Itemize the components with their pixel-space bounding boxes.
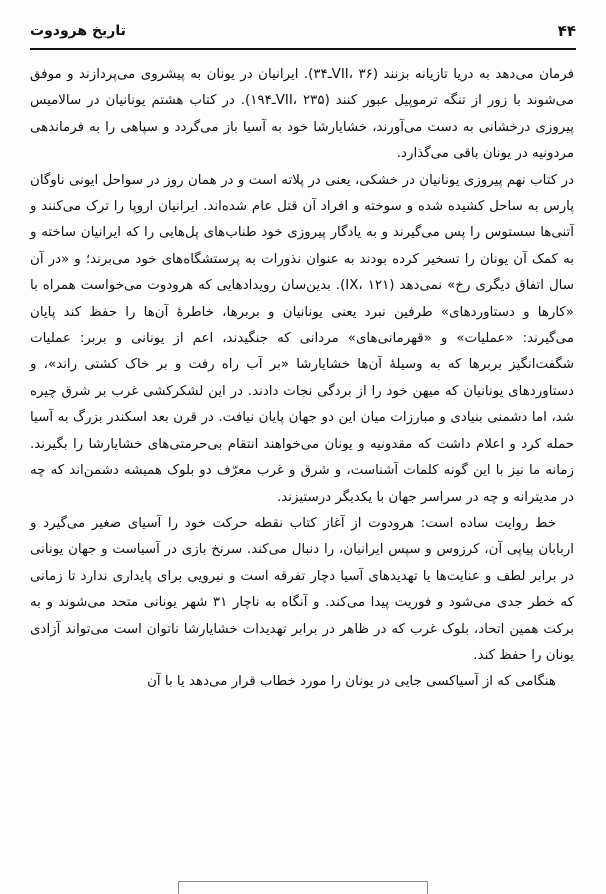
paragraph: هنگامی که از آسیاکسی جایی در یونان را مورد خطاب قرار می‌دهد یا با آن — [147, 674, 556, 690]
paragraph: در کتاب نهم پیروزی یونانیان در خشکی، یعنی در پلاته است و در همان روز در سواحل ایونی ناوگان پارس به ساحل کشیده شده و سوخته و افراد آن قتل عام شده‌اند. ایرانیان اروپا را ترک می‌کنند و آتنی‌ها سستوس را پس می‌گیرند و به یادگار پیروزی خود طناب‌های پل‌هایی را که ایرانیان ساخته و به کمک آن یونان را تسخیر کرده بودند به عنوان نذورات به پرستشگاه‌های خود می‌برند؛ و «در آن سال اتفاق دیگری رخ» نمی‌دهد (IX، ۱۲۱). بدین‌سان رویدادهایی که هرودوت می‌خواست همراه با «کارها و دستاوردهای» طرفین نبرد یعنی یونانیان و بربرها، خاطرهٔ آن‌ها را حفظ کند پایان می‌گیرند: «عملیات» و «قهرمانی‌های» مردانی که جنگیدند، اعم از یونانی و بربر: عملیات شگفت‌انگیز بربرها که به وسیلهٔ آن‌ها خشایارشا «بر آب راه رفت و بر خاک کشتی راند»، و دستاوردهای یونانیان که میهن خود را از بردگی نجات دادند. در این لشکرکشی غرب بر شرق چیره شد، اما دشمنی بنیادی و مبارزات میان این دو جهان پایان نیافت. در قرن بعد اسکندر بزرگ به آسیا حمله کرد و اعلام داشت که مقدونیه و یونان می‌خواهند انتقام بی‌حرمتی‌های خشایارشا را بگیرند. زمانه ما نیز با این گونه کلمات آشناست، و شرق و غرب معرّف دو بلوک همیشه دشمن‌اند که چه در مدیترانه و چه در سراسر جهان با یکدیگر درستیزند. — [30, 172, 574, 505]
paragraph: فرمان می‌دهد به دریا تازیانه بزنند (VII، ۳۶ـ۳۴). ایرانیان در یونان به پیشروی می‌پردازند و موفق می‌شوند با زور از تنگه ترموپیل عبور کنند (VII، ۲۳۵ـ۱۹۴). در کتاب هشتم یونانیان در سالامیس پیروزی درخشانی به دست می‌آورند، خشایارشا خود به آسیا باز می‌گردد و سپاهی را به فرماندهی مردونیه در یونان باقی می‌گذارد. — [30, 67, 575, 162]
page-header — [30, 14, 576, 50]
body-text — [30, 62, 574, 696]
page-number: ۴۴ — [557, 22, 576, 40]
paragraph: خط روایت ساده است: هرودوت از آغاز کتاب نقطه حرکت خود را آسیای صغیر می‌گیرد و اربابان پیاپی آن، کرزوس و سپس ایرانیان، را دنبال می‌کند. سرنخ بازی در آسیاست و جهان یونانی در برابر لطف و عنایت‌ها یا تهدیدهای آسیا دچار تفرقه است و نیرویی برای پایداری ندارد تا زمانی که خطر جدی می‌شود و فوریت پیدا می‌کند. و آنگاه به ناچار ۳۱ شهر یونانی متحد می‌شوند و به برکت همین اتحاد، بلوک غرب که در ظاهر در برابر تهدیدات خشایارشا ناتوان است می‌تواند آزادی یونان را حفظ کند. — [30, 515, 574, 663]
page-bottom-edge — [178, 881, 428, 894]
running-title: تاریخ هرودوت — [30, 23, 126, 39]
